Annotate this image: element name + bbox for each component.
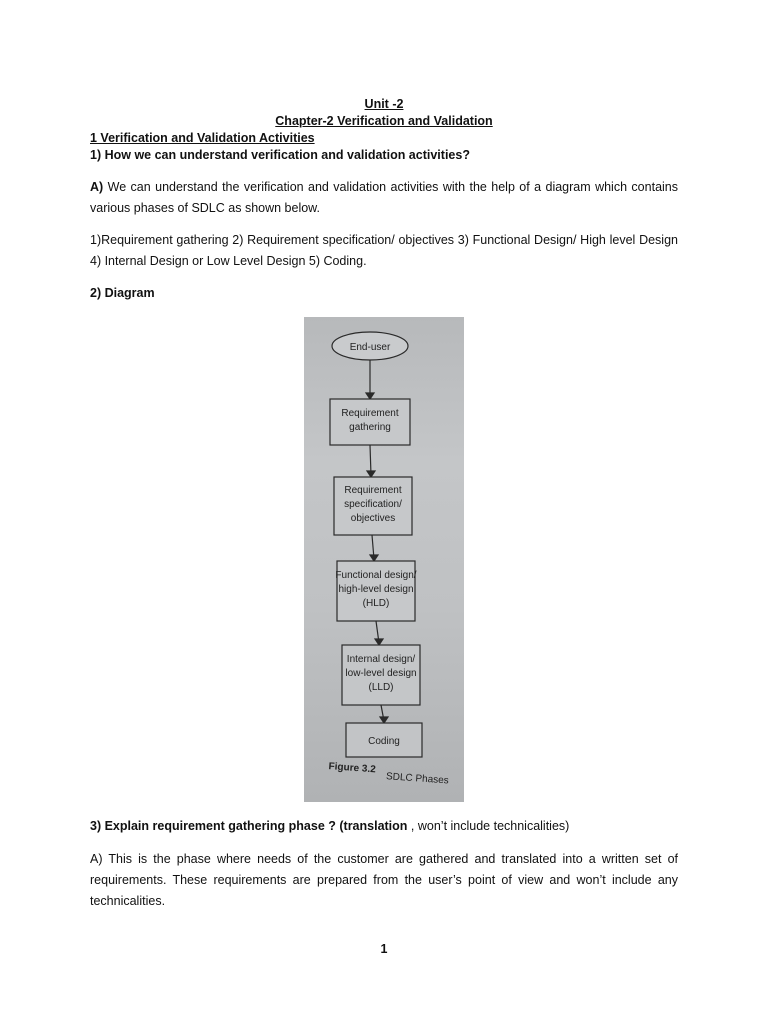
node-text-4a: Internal design/ [346,654,416,665]
question-3-paren-rest: , won’t include technicalities) [407,819,570,833]
sdlc-diagram-photo [304,317,464,802]
answer-1 [90,177,678,219]
phases-list: 1)Requirement gathering 2) Requirement specification/ objectives 3) Functional Design/ High level Design 4) Internal Design or Low Level Design 5) Coding. [90,233,678,268]
node-text-1a: Requirement [341,408,399,419]
question-1: 1) How we can understand verification and validation activities? [90,148,470,162]
node-text-2c: objectives [350,513,396,524]
node-text-5: Coding [368,736,400,747]
question-3 [90,816,569,836]
node-text-4b: low-level design [345,668,417,679]
figure-caption-number: Figure 3.2 [328,761,377,776]
unit-heading: Unit -2 [364,97,404,111]
answer-1-label: A) [90,180,104,194]
figure-caption-text: SDLC Phases [385,771,450,787]
question-2: 2) Diagram [90,286,155,300]
node-text-end-user: End-user [349,342,391,353]
section-title: 1 Verification and Validation Activities [90,131,315,145]
node-text-4c: (LLD) [368,682,394,693]
node-text-2b: specification/ [344,499,402,510]
node-text-3a: Functional design/ [335,570,417,581]
answer-3: A) This is the phase where needs of the customer are gathered and translated into a written set of requirements. These requirements are prepared from the user’s point of view and won’t include any technicalities. [90,852,678,908]
page-number: 1 [380,942,388,956]
question-3-paren: translation [343,819,408,833]
question-3-text: 3) Explain requirement gathering phase ? ( [90,819,344,833]
node-text-2a: Requirement [344,485,402,496]
node-text-3c: (HLD) [362,598,390,609]
node-text-3b: high-level design [338,584,414,595]
answer-1-text: We can understand the verification and validation activities with the help of a diagram which contains various phases of SDLC as shown below. [90,180,678,215]
node-text-1b: gathering [349,422,391,433]
chapter-heading: Chapter-2 Verification and Validation [275,114,493,128]
